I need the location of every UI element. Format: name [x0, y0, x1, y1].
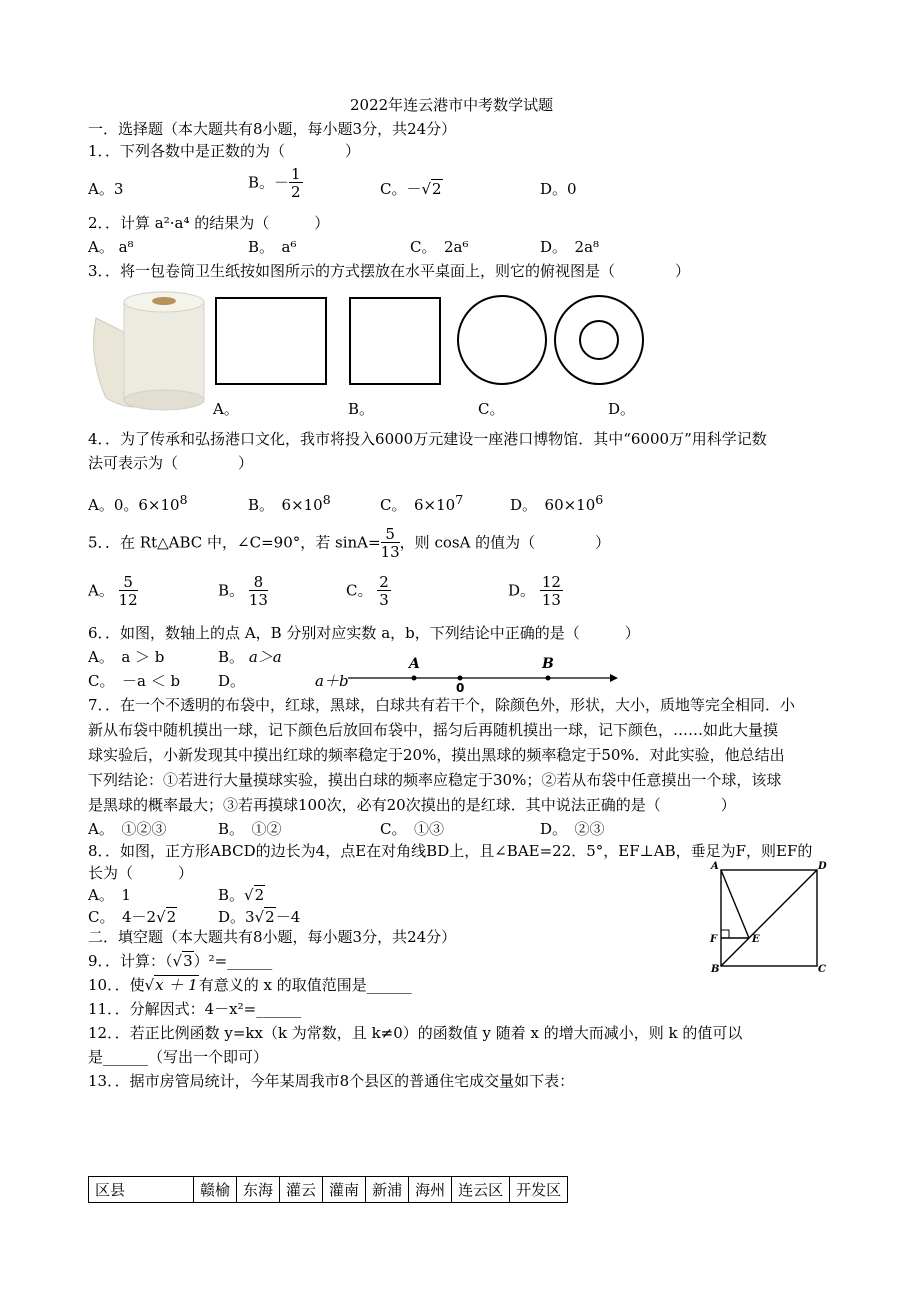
question-10: 10．．使√x ＋ 1有意义的 x 的取值范围是______	[88, 976, 412, 994]
label-f: F	[710, 934, 718, 945]
question-5-stem: 5．．在 Rt△ABC 中，∠C=90°，若 sinA= $\frac{5}{13}$ ，则 cosA 的值为（ ）	[88, 525, 611, 561]
q7-option-b: B。 ①②	[218, 820, 282, 838]
question-7-line-1: 7．．在一个不透明的布袋中，红球，黑球，白球共有若干个，除颜色外，形状，大小，质地等完全相同．小	[88, 696, 796, 714]
q2-option-d: D。 2a⁸	[540, 238, 600, 256]
housing-transactions-table	[88, 1176, 568, 1203]
question-2-stem: 2．．计算 a²·a⁴ 的结果为（ ）	[88, 214, 330, 232]
label-b: B	[711, 964, 720, 975]
table-cell: 海州	[409, 1177, 452, 1203]
q1-option-a: A。3	[88, 180, 124, 198]
q6-option-a: A。 a ＞ b	[88, 648, 165, 666]
q4-option-a: A。0。$6\times 10^8$	[88, 492, 188, 514]
square-diagram-figure	[700, 858, 835, 978]
page-title: 2022年连云港市中考数学试题	[350, 96, 554, 114]
question-7-line-2: 新从布袋中随机摸出一球，记下颜色后放回布袋中，摇匀后再随机摸出一球，记下颜色，……如此大量摸	[88, 721, 779, 739]
question-12-line-2: 是______（写出一个即可）	[88, 1048, 269, 1066]
q6-option-d-expr: a＋b	[315, 672, 349, 690]
table-cell: 东海	[237, 1177, 280, 1203]
table-cell: 新浦	[366, 1177, 409, 1203]
label-e: E	[752, 934, 760, 945]
table-cell: 赣榆	[194, 1177, 237, 1203]
q2-option-b: B。 a⁶	[248, 238, 297, 256]
q2-option-c: C。 2a⁶	[410, 238, 469, 256]
question-7-line-5: 是黑球的概率最大；③若再摸球100次，必有20次摸出的是红球．其中说法正确的是（ ）	[88, 796, 736, 814]
question-8-line-1: 8．．如图，正方形ABCD的边长为4，点E在对角线BD上，且∠BAE=22．5°，EF⊥AB，垂足为F，则EF的	[88, 842, 813, 860]
section-heading-1: 一．选择题（本大题共有8小题，每小题3分，共24分）	[88, 120, 457, 138]
table-cell: 连云区	[452, 1177, 510, 1203]
q4-option-d: D。 $60\times 10^6$	[510, 492, 604, 514]
q7-option-a: A。 ①②③	[88, 820, 167, 838]
axis-label-zero: 0	[456, 681, 465, 694]
q6-option-b: B。 a＞a	[218, 648, 282, 666]
question-3-stem: 3．．将一包卷筒卫生纸按如图所示的方式摆放在水平桌面上，则它的俯视图是（ ）	[88, 262, 691, 280]
table-cell: 灌南	[323, 1177, 366, 1203]
q7-option-d: D。 ②③	[540, 820, 605, 838]
question-4-line-1: 4．．为了传承和弘扬港口文化，我市将投入6000万元建设一座港口博物馆．其中“6000万”用科学记数	[88, 430, 767, 448]
table-cell: 开发区	[510, 1177, 568, 1203]
top-view-options-figure	[210, 292, 650, 392]
q1-option-d: D。0	[540, 180, 577, 198]
q3-option-c: C。	[478, 400, 505, 418]
q3-option-a: A。	[213, 400, 239, 418]
question-13-stem: 13．．据市房管局统计，今年某周我市8个县区的普通住宅成交量如下表：	[88, 1072, 575, 1090]
q1-option-b: B。－ $\frac{1}{2}$	[248, 165, 301, 201]
table-cell: 灌云	[280, 1177, 323, 1203]
label-c: C	[818, 964, 826, 975]
q8-option-a: A。 1	[88, 886, 131, 904]
q3-option-b: B。	[348, 400, 375, 418]
q6-option-c: C。 －a ＜ b	[88, 672, 181, 690]
table-row	[89, 1177, 568, 1203]
question-11: 11．．分解因式：4－x²=______	[88, 1000, 302, 1018]
q8-option-b: B。√2	[218, 886, 265, 904]
q6-option-d: D。	[218, 672, 246, 690]
table-cell: 区县	[89, 1177, 194, 1203]
q3-option-d: D。	[608, 400, 636, 418]
q5-option-b: B。 $\frac{8}{13}$	[218, 573, 268, 609]
q1-option-c: C。－√2	[380, 180, 442, 198]
question-4-line-2: 法可表示为（ ）	[88, 454, 254, 472]
question-12-line-1: 12．．若正比例函数 y=kx（k 为常数，且 k≠0）的函数值 y 随着 x 的增大而减小，则 k 的值可以	[88, 1024, 743, 1042]
number-line-figure	[348, 654, 618, 694]
q7-option-c: C。 ①③	[380, 820, 444, 838]
toilet-paper-roll-image	[86, 288, 216, 412]
question-6-stem: 6．．如图，数轴上的点 A，B 分别对应实数 a，b，下列结论中正确的是（ ）	[88, 624, 640, 642]
question-8-line-2: 长为（ ）	[88, 864, 194, 882]
question-7-line-4: 下列结论：①若进行大量摸球实验，摸出白球的频率应稳定于30%；②若从布袋中任意摸出一个球，该球	[88, 771, 782, 789]
q4-option-b: B。 $6\times 10^8$	[248, 492, 331, 514]
q8-option-d: D。3√2－4	[218, 908, 301, 926]
q2-option-a: A。 a⁸	[88, 238, 134, 256]
question-9: 9．．计算：（√3）²=______	[88, 952, 273, 970]
label-a: A	[711, 861, 719, 872]
q5-option-d: D。 $\frac{12}{13}$	[508, 573, 561, 609]
section-heading-2: 二．填空题（本大题共有8小题，每小题3分，共24分）	[88, 928, 457, 946]
q5-option-c: C。 $\frac{2}{3}$	[346, 573, 389, 609]
label-d: D	[818, 861, 827, 872]
q5-option-a: A。 $\frac{5}{12}$	[88, 573, 138, 609]
question-7-line-3: 球实验后，小新发现其中摸出红球的频率稳定于20%，摸出黑球的频率稳定于50%．对此实验，他总结出	[88, 746, 785, 764]
axis-label-a: A	[409, 656, 420, 672]
q4-option-c: C。 $6\times 10^7$	[380, 492, 464, 514]
axis-label-b: B	[542, 656, 554, 672]
q8-option-c: C。 4－2√2	[88, 908, 177, 926]
question-1-stem: 1．．下列各数中是正数的为（ ）	[88, 142, 361, 160]
